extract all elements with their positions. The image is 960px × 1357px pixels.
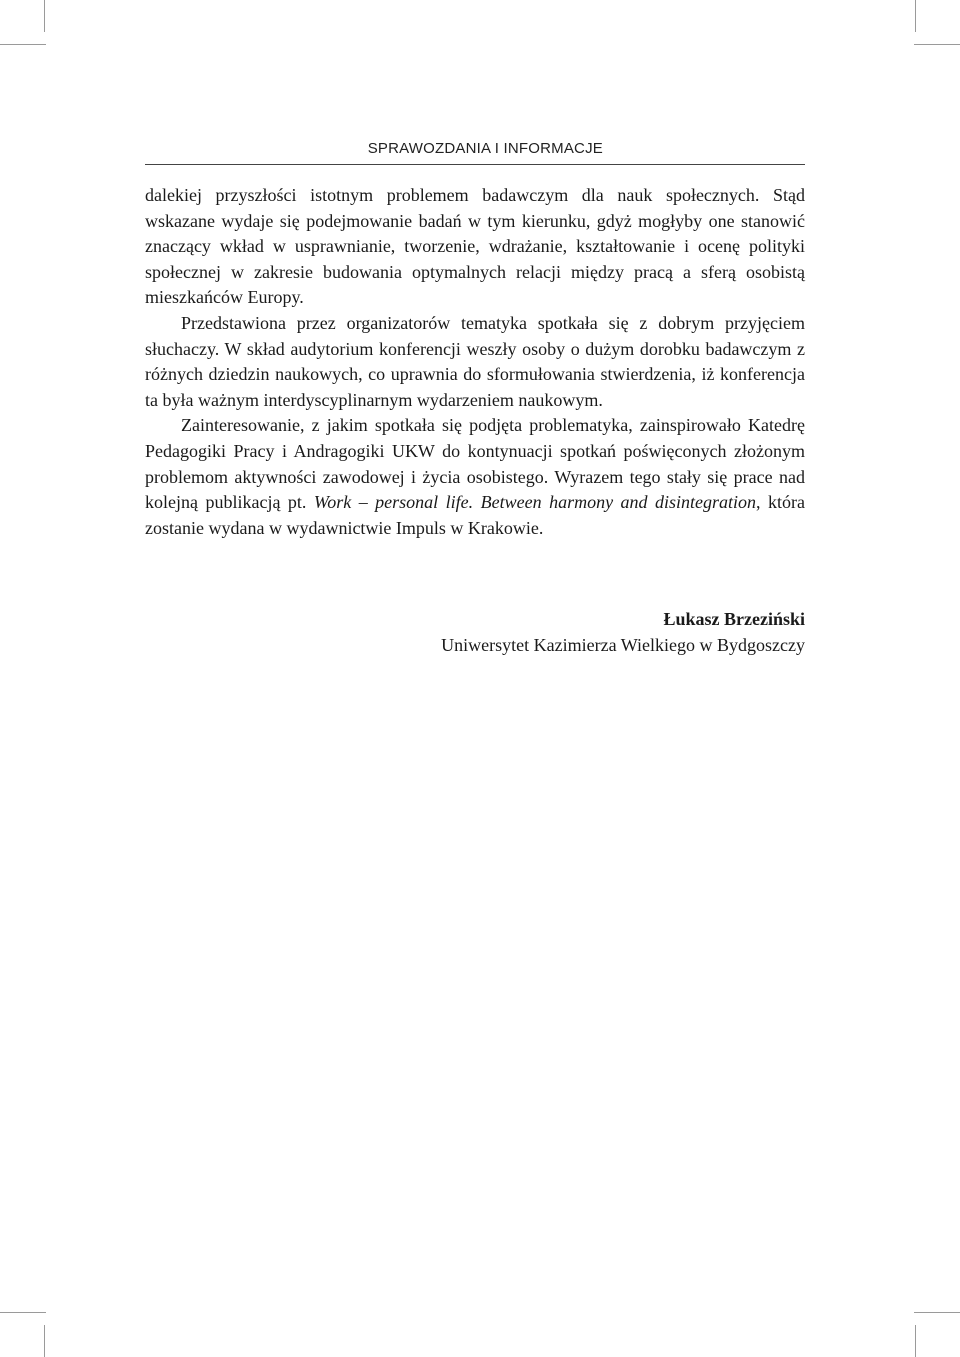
signature-block <box>145 606 805 658</box>
paragraph-3-end: , która zostanie wydana w wydawnictwie Impuls w Krakowie. <box>145 492 806 538</box>
body-text <box>145 183 805 541</box>
running-head: SPRAWOZDANIA I INFORMACJE <box>367 140 603 157</box>
crop-mark-top-right-h <box>914 44 960 45</box>
crop-mark-bottom-right <box>915 1325 916 1357</box>
author-affiliation: Uniwersytet Kazimierza Wielkiego w Bydgoszczy <box>441 635 805 655</box>
crop-mark-bottom-left-h <box>0 1312 46 1313</box>
paragraph-1: dalekiej przyszłości istotnym problemem badawczym dla nauk społecznych. Stąd wskazane wydaje się podejmowanie badań w tym kierunku, gdyż mogłyby one stanowić znaczący wkład w usprawnianie, tworzenie, wdrażanie, kształtowanie i ocenę polityki społecznej w zakresie budowania optymalnych relacji między pracą a sferą osobistą mieszkańców Europy. <box>145 185 805 308</box>
crop-mark-bottom-left <box>44 1325 45 1357</box>
crop-mark-bottom-right-h <box>914 1312 960 1313</box>
crop-mark-top-left-h <box>0 44 46 45</box>
crop-mark-top-left <box>44 0 45 32</box>
paragraph-3-start: Zainteresowanie, z jakim spotkała się podjęta problematyka, zainspirowało Katedrę Pedagogiki Pracy i Andragogiki UKW do kontynuacji spotkań poświęconych złożonym problemom aktywności zawodowej i życia osobistego. Wyrazem tego stały się prace nad kolejną publikacją pt. <box>145 415 805 513</box>
crop-mark-top-right <box>915 0 916 32</box>
author-name: Łukasz Brzeziński <box>663 609 805 629</box>
paragraph-3 <box>145 413 805 541</box>
header-rule <box>145 164 805 165</box>
paragraph-2: Przedstawiona przez organizatorów tematyka spotkała się z dobrym przyjęciem słuchaczy. W skład audytorium konferencji weszły osoby o dużym dorobku badawczym z różnych dziedzin naukowych, co uprawnia do sformułowania stwierdzenia, iż konferencja ta była ważnym interdyscyplinarnym wydarzeniem naukowym. <box>145 312 805 410</box>
publication-title: Work – personal life. Between harmony and disintegration <box>313 492 757 513</box>
